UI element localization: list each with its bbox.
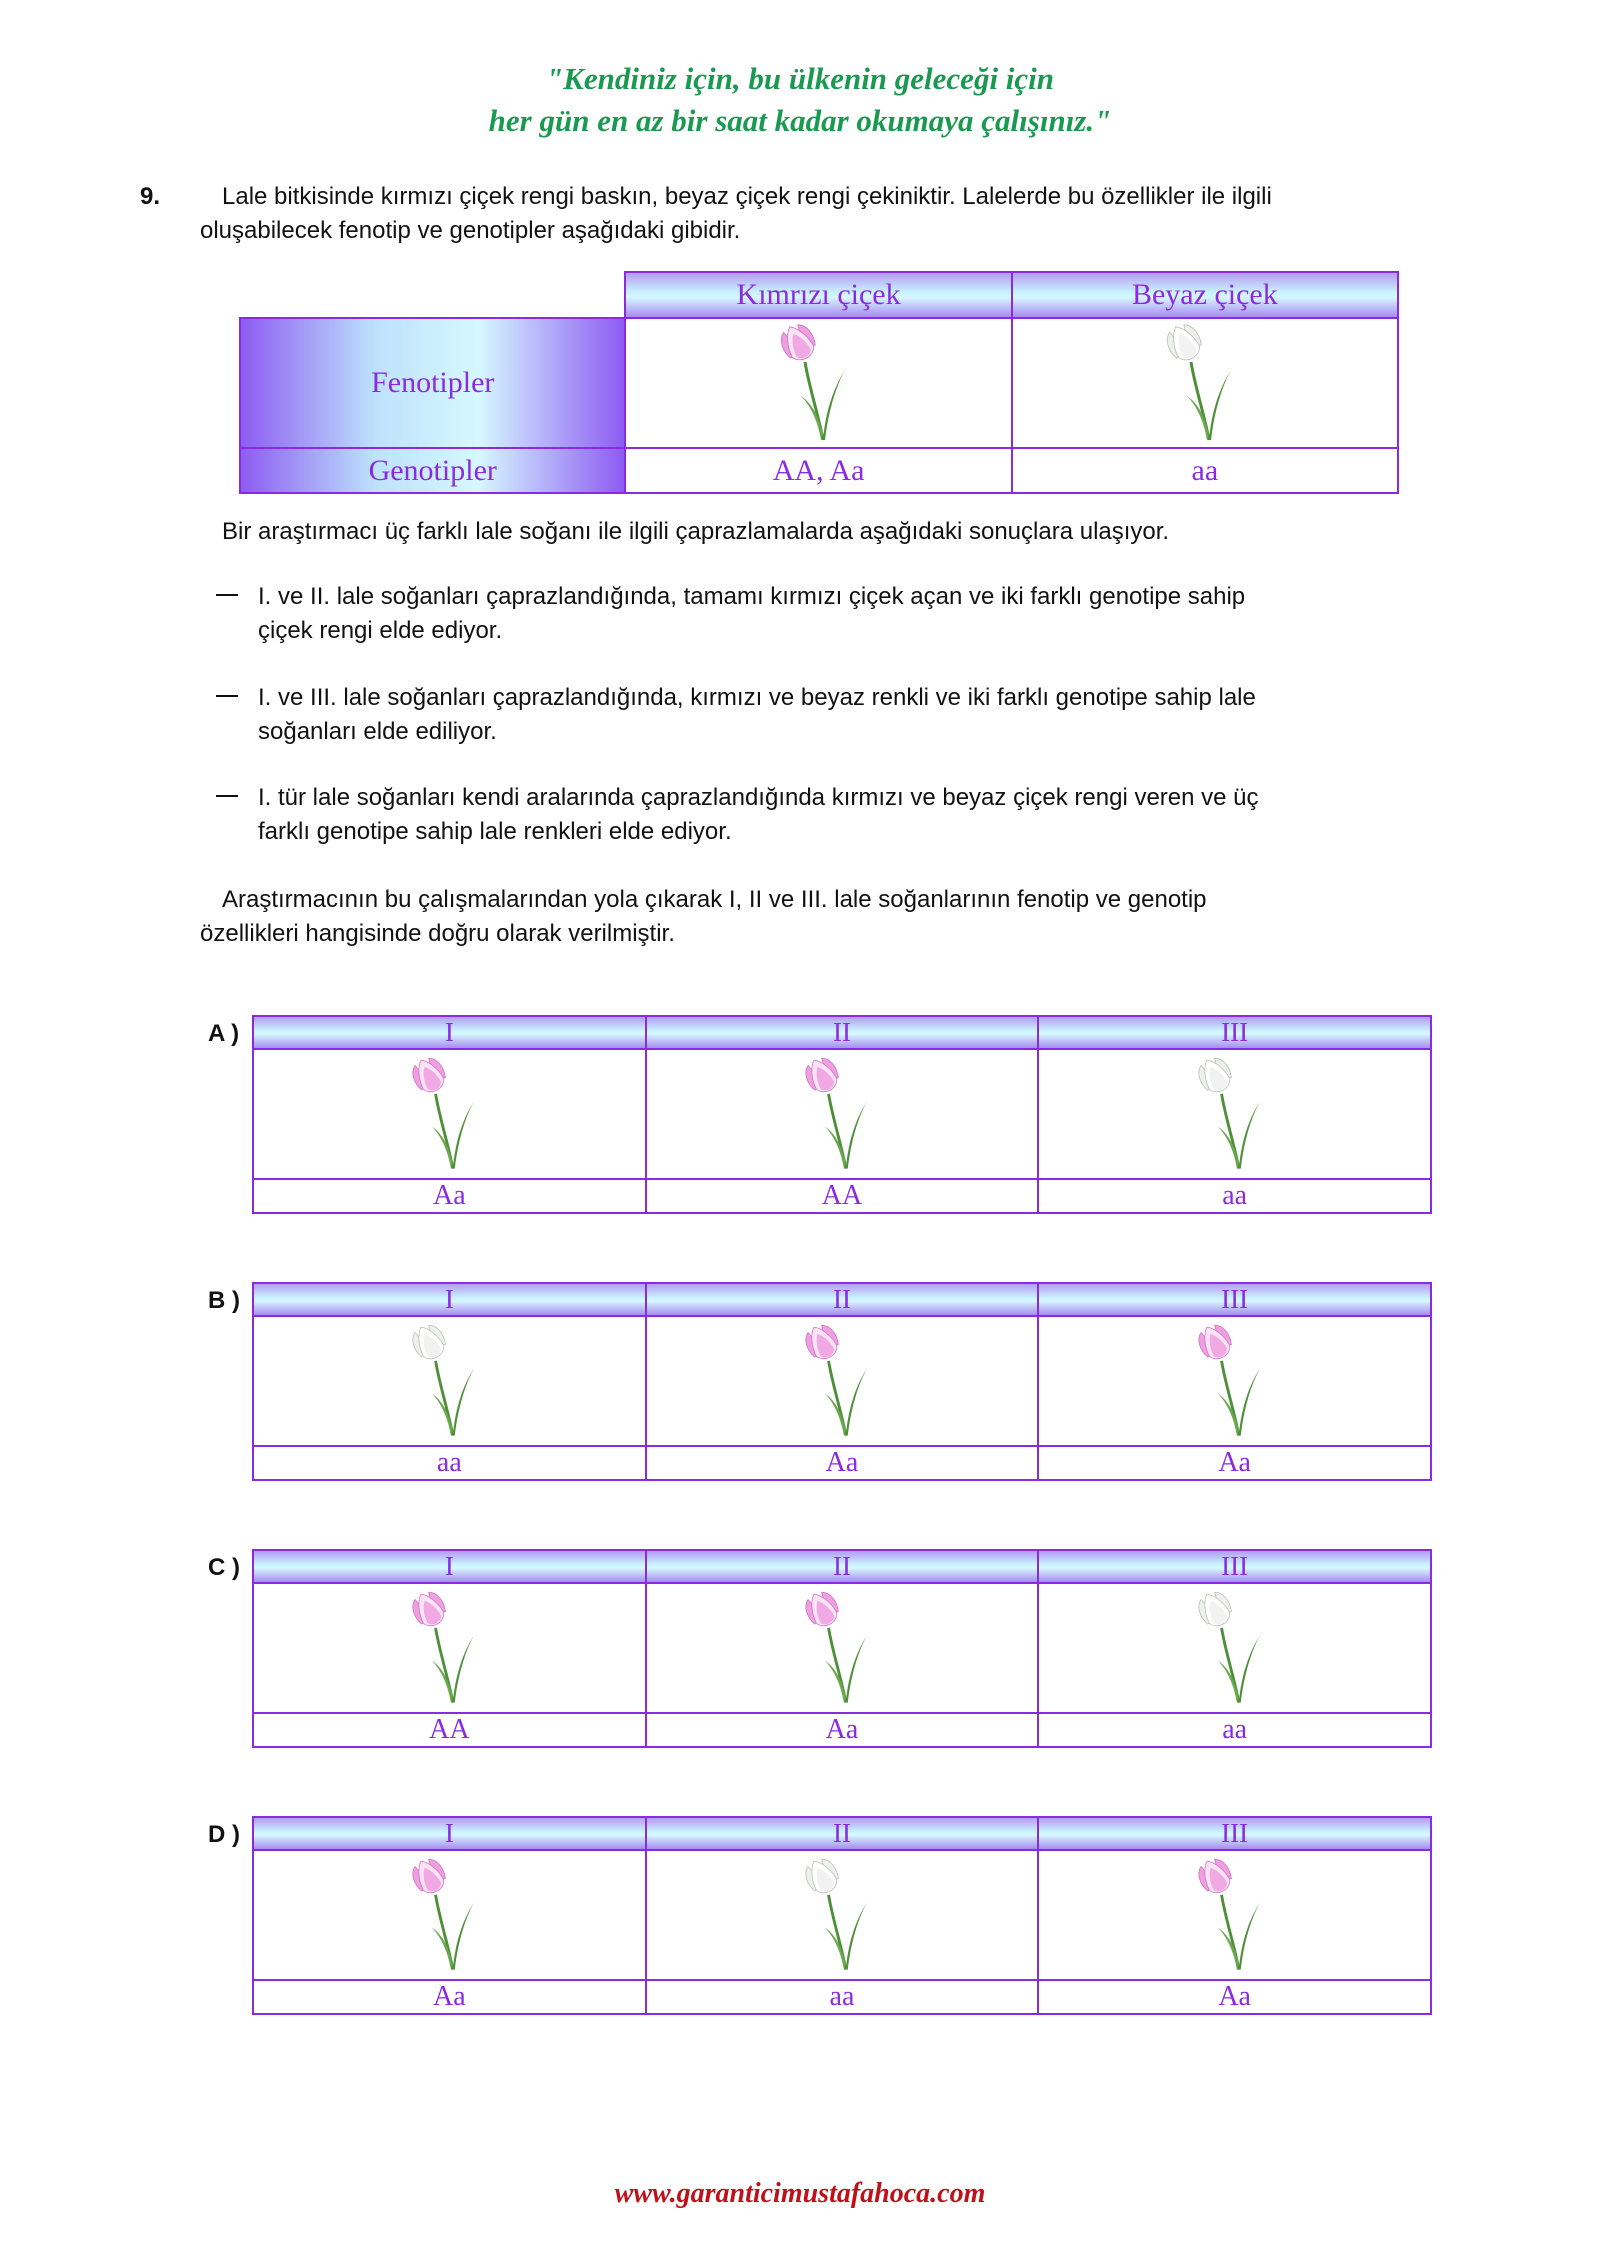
option-d-label[interactable]: D ) [208, 1821, 240, 1848]
white-tulip-icon [1189, 1589, 1281, 1707]
pink-tulip-icon [1189, 1322, 1281, 1440]
footer-website[interactable]: www.garanticimustafahoca.com [614, 2178, 986, 2209]
option-b-flower-cell-3 [1038, 1316, 1431, 1446]
option-b-table[interactable] [252, 1282, 1432, 1481]
option-b-genotype-3: Aa [1038, 1446, 1431, 1480]
option-d-genotype-3: Aa [1038, 1980, 1431, 2014]
question-number: 9. [140, 183, 161, 210]
pink-tulip-icon [403, 1589, 495, 1707]
option-a-flower-cell-2 [646, 1049, 1039, 1179]
bullet-1-line-2: çiçek rengi elde ediyor. [258, 617, 503, 644]
option-a-flower-cell-3 [1038, 1049, 1431, 1179]
option-c-label[interactable]: C ) [208, 1554, 240, 1581]
reference-table-corner [240, 272, 625, 318]
option-c-flower-cell-3 [1038, 1583, 1431, 1713]
option-d-table[interactable] [252, 1816, 1432, 2015]
reference-red-flower-cell [625, 318, 1011, 448]
option-b-header-3: III [1038, 1283, 1431, 1316]
ask-line-1: Araştırmacının bu çalışmalarından yola çıkarak I, II ve III. lale soğanlarının fenotip ve genotip [222, 886, 1207, 913]
pink-tulip-icon [403, 1856, 495, 1974]
white-tulip-icon [1189, 1055, 1281, 1173]
bullet-2-line-2: soğanları elde ediliyor. [258, 718, 497, 745]
reference-header-white: Beyaz çiçek [1012, 272, 1398, 318]
option-a-label[interactable]: A ) [208, 1020, 240, 1047]
option-c-flower-cell-1 [253, 1583, 646, 1713]
motto [0, 58, 1600, 142]
reference-white-genotype: aa [1012, 448, 1398, 493]
white-tulip-icon [403, 1322, 495, 1440]
option-a-header-2: II [646, 1016, 1039, 1049]
bullet-2-line-1: I. ve III. lale soğanları çaprazlandığında, kırmızı ve beyaz renkli ve iki farklı genotipe sahip lale [258, 684, 1256, 711]
option-d-genotype-1: Aa [253, 1980, 646, 2014]
option-b-flower-cell-1 [253, 1316, 646, 1446]
option-b-header-2: II [646, 1283, 1039, 1316]
bullet-dash-3 [216, 795, 238, 797]
option-c-table[interactable] [252, 1549, 1432, 1748]
motto-line-1: "Kendiniz için, bu ülkenin geleceği için [545, 61, 1055, 96]
option-d-flower-cell-3 [1038, 1850, 1431, 1980]
option-b-flower-cell-2 [646, 1316, 1039, 1446]
option-c-genotype-2: Aa [646, 1713, 1039, 1747]
option-a-flower-cell-1 [253, 1049, 646, 1179]
option-a-genotype-2: AA [646, 1179, 1039, 1213]
option-d-header-1: I [253, 1817, 646, 1850]
white-tulip-icon [796, 1856, 888, 1974]
option-c-header-2: II [646, 1550, 1039, 1583]
genotype-row-label: Genotipler [240, 448, 625, 493]
pink-tulip-icon [1189, 1856, 1281, 1974]
option-d-genotype-2: aa [646, 1980, 1039, 2014]
pink-tulip-icon [771, 322, 867, 444]
option-b-genotype-2: Aa [646, 1446, 1039, 1480]
ask-line-2: özellikleri hangisinde doğru olarak verilmiştir. [200, 920, 675, 947]
option-b-genotype-1: aa [253, 1446, 646, 1480]
reference-red-genotype: AA, Aa [625, 448, 1011, 493]
motto-line-2: her gün en az bir saat kadar okumaya çalışınız." [488, 103, 1112, 138]
option-c-genotype-3: aa [1038, 1713, 1431, 1747]
bullet-dash-1 [216, 594, 238, 596]
reference-table [239, 271, 1399, 494]
bullet-1-line-1: I. ve II. lale soğanları çaprazlandığında, tamamı kırmızı çiçek açan ve iki farklı genotipe sahip [258, 583, 1246, 610]
option-a-table[interactable] [252, 1015, 1432, 1214]
option-b-header-1: I [253, 1283, 646, 1316]
option-c-genotype-1: AA [253, 1713, 646, 1747]
reference-header-red: Kımrızı çiçek [625, 272, 1011, 318]
researcher-line: Bir araştırmacı üç farklı lale soğanı ile ilgili çaprazlamalarda aşağıdaki sonuçlara ulaşıyor. [222, 518, 1170, 545]
white-tulip-icon [1157, 322, 1253, 444]
bullet-dash-2 [216, 695, 238, 697]
reference-white-flower-cell [1012, 318, 1398, 448]
pink-tulip-icon [796, 1322, 888, 1440]
option-b-label[interactable]: B ) [208, 1287, 240, 1314]
option-d-header-2: II [646, 1817, 1039, 1850]
pink-tulip-icon [796, 1055, 888, 1173]
intro-line-1: Lale bitkisinde kırmızı çiçek rengi baskın, beyaz çiçek rengi çekiniktir. Lalelerde bu özellikler ile ilgili [222, 183, 1272, 210]
option-a-genotype-3: aa [1038, 1179, 1431, 1213]
option-a-header-3: III [1038, 1016, 1431, 1049]
option-d-flower-cell-2 [646, 1850, 1039, 1980]
option-c-header-1: I [253, 1550, 646, 1583]
option-d-header-3: III [1038, 1817, 1431, 1850]
phenotype-row-label: Fenotipler [240, 318, 625, 448]
pink-tulip-icon [403, 1055, 495, 1173]
bullet-3-line-1: I. tür lale soğanları kendi aralarında çaprazlandığında kırmızı ve beyaz çiçek rengi veren ve üç [258, 784, 1259, 811]
bullet-3-line-2: farklı genotipe sahip lale renkleri elde ediyor. [258, 818, 732, 845]
option-c-header-3: III [1038, 1550, 1431, 1583]
option-a-header-1: I [253, 1016, 646, 1049]
pink-tulip-icon [796, 1589, 888, 1707]
option-d-flower-cell-1 [253, 1850, 646, 1980]
intro-line-2: oluşabilecek fenotip ve genotipler aşağıdaki gibidir. [200, 217, 741, 244]
option-c-flower-cell-2 [646, 1583, 1039, 1713]
option-a-genotype-1: Aa [253, 1179, 646, 1213]
